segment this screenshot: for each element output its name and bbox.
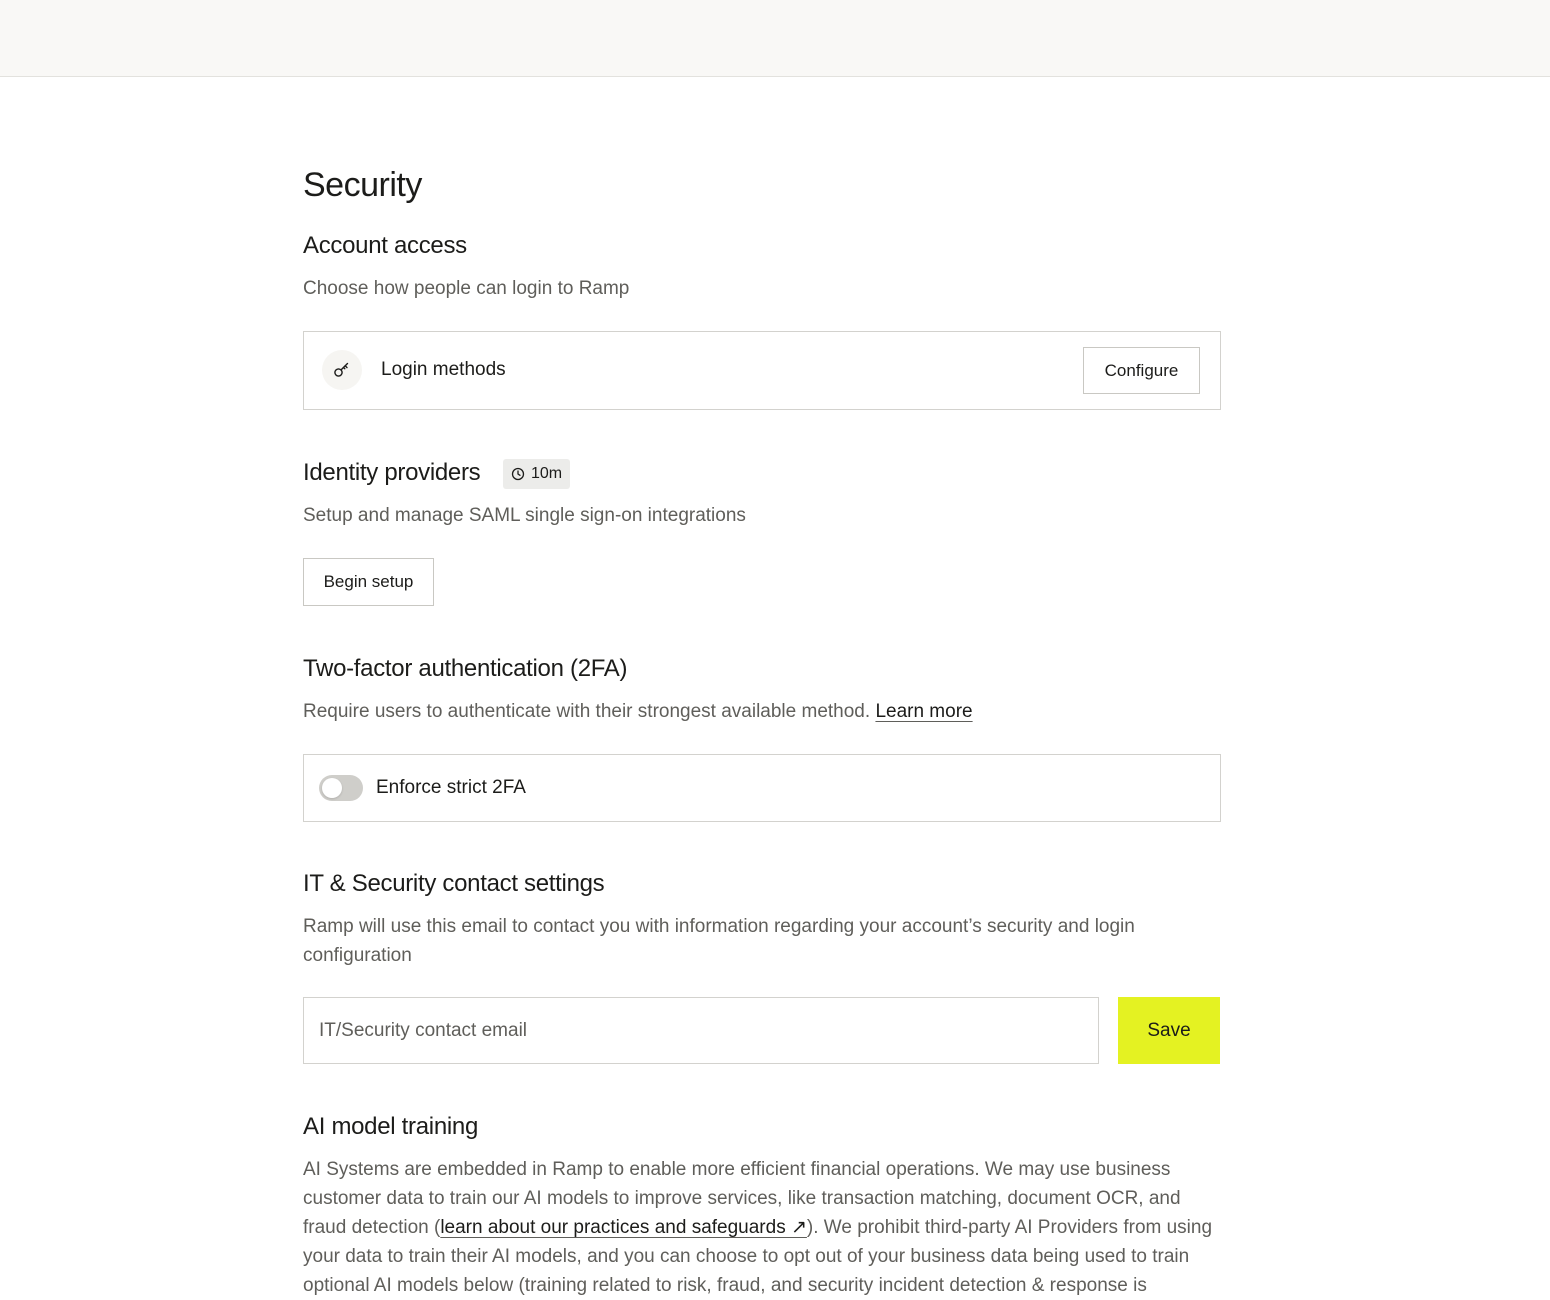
begin-setup-button[interactable]: Begin setup [303,558,434,606]
identity-providers-title: Identity providers [303,459,481,486]
save-button[interactable]: Save [1118,997,1220,1064]
security-contact-email-input[interactable] [303,997,1099,1064]
ai-training-text-part2: ). We prohibit third-party AI Providers from using your data to train their AI models, and you can choose to opt out of your business data being used to train optional AI models below (training related to risk, fraud, and security incident detection & response is [303,1217,1213,1296]
ai-model-training-title: AI model training [303,1113,478,1140]
practices-safeguards-link[interactable]: learn about our practices and safeguards ↗ [440,1217,807,1238]
two-factor-description-text: Require users to authenticate with their strongest available method. [303,701,871,722]
enforce-strict-2fa-label: Enforce strict 2FA [376,777,526,798]
clock-icon [511,467,525,481]
learn-more-link[interactable]: Learn more [875,701,973,722]
setup-time-value: 10m [531,465,563,482]
enforce-strict-2fa-toggle[interactable] [319,775,363,801]
toggle-knob [322,778,342,798]
key-icon [322,350,362,390]
enforce-2fa-card [303,754,1221,822]
login-methods-label: Login methods [381,359,506,380]
setup-time-badge [503,459,570,489]
page-title: Security [303,166,422,204]
ai-model-training-description [303,1155,1221,1300]
login-methods-card [303,331,1221,410]
top-bar [0,0,1550,77]
ai-training-text-part1: AI Systems are embedded in Ramp to enable more efficient financial operations. We may use business customer data to train our AI models to improve services, like transaction matching, document OCR, and fraud detection ( [303,1159,1181,1238]
it-security-contact-description: Ramp will use this email to contact you with information regarding your account’s security and login configuration [303,916,1135,966]
account-access-title: Account access [303,232,467,259]
it-security-contact-title: IT & Security contact settings [303,870,605,897]
identity-providers-description: Setup and manage SAML single sign-on integrations [303,505,746,526]
account-access-description: Choose how people can login to Ramp [303,278,630,299]
two-factor-description [303,697,973,726]
two-factor-title: Two-factor authentication (2FA) [303,655,628,682]
configure-button[interactable]: Configure [1083,347,1200,394]
